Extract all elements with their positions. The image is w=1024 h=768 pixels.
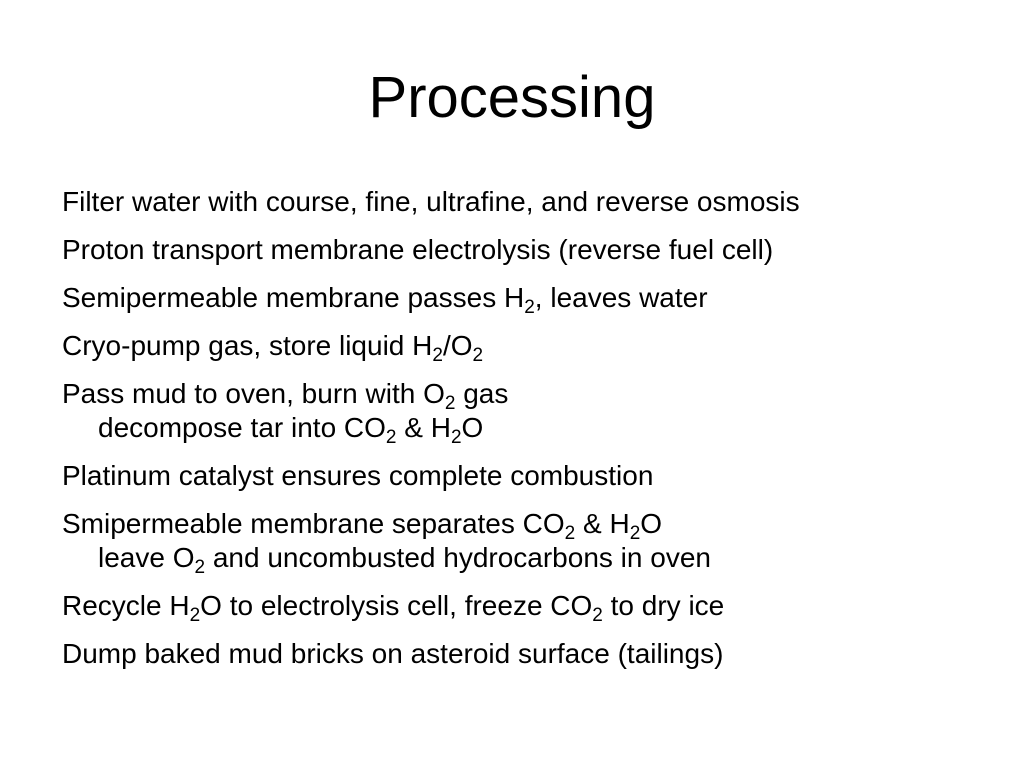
bullet-item [62, 459, 1002, 493]
subscript: 2 [629, 523, 641, 544]
bullet-item [62, 329, 1002, 366]
text-fragment: O [461, 412, 484, 443]
text-fragment: , leaves water [534, 282, 708, 313]
text-fragment: Smipermeable membrane separates CO [62, 508, 565, 539]
text-fragment: Dump baked mud bricks on asteroid surface (tailings) [62, 638, 724, 669]
subscript: 2 [592, 605, 603, 626]
subscript: 2 [444, 393, 456, 414]
bullet-list [62, 185, 1002, 685]
bullet-item [62, 185, 1002, 219]
text-fragment: gas [455, 378, 509, 409]
text-fragment: Cryo-pump gas, store liquid H [62, 330, 433, 361]
bullet-item [62, 507, 1002, 578]
bullet-line [62, 637, 1002, 671]
bullet-item [62, 589, 1002, 626]
slide-title: Processing [368, 65, 656, 130]
bullet-line [62, 329, 1002, 366]
bullet-line [62, 459, 1002, 493]
text-fragment: & H [396, 412, 451, 443]
bullet-line [62, 507, 1002, 544]
subscript: 2 [564, 523, 576, 544]
bullet-line [62, 281, 1002, 318]
bullet-line [62, 185, 1002, 219]
text-fragment: Recycle H [62, 590, 190, 621]
bullet-subline [62, 411, 1002, 448]
bullet-item [62, 281, 1002, 318]
bullet-item [62, 637, 1002, 671]
text-fragment: to dry ice [602, 590, 725, 621]
subscript: 2 [472, 345, 484, 366]
text-fragment: Filter water with course, fine, ultrafine, and reverse osmosis [62, 186, 800, 217]
bullet-item [62, 233, 1002, 267]
text-fragment: Proton transport membrane electrolysis (reverse fuel cell) [62, 234, 774, 265]
bullet-subline [62, 541, 1002, 578]
subscript: 2 [432, 345, 443, 366]
text-fragment: & H [575, 508, 630, 539]
text-fragment: O [640, 508, 663, 539]
text-fragment: O to electrolysis cell, freeze CO [200, 590, 593, 621]
text-fragment: /O [442, 330, 473, 361]
text-fragment: and uncombusted hydrocarbons in oven [205, 542, 711, 573]
subscript: 2 [524, 297, 535, 318]
subscript: 2 [194, 557, 206, 578]
subscript: 2 [385, 427, 397, 448]
text-fragment: Semipermeable membrane passes H [62, 282, 525, 313]
bullet-item [62, 377, 1002, 448]
bullet-line [62, 233, 1002, 267]
text-fragment: leave O [98, 542, 195, 573]
subscript: 2 [450, 427, 462, 448]
subscript: 2 [189, 605, 201, 626]
bullet-line [62, 589, 1002, 626]
text-fragment: decompose tar into CO [98, 412, 386, 443]
text-fragment: Platinum catalyst ensures complete combustion [62, 460, 654, 491]
text-fragment: Pass mud to oven, burn with O [62, 378, 445, 409]
bullet-line [62, 377, 1002, 414]
